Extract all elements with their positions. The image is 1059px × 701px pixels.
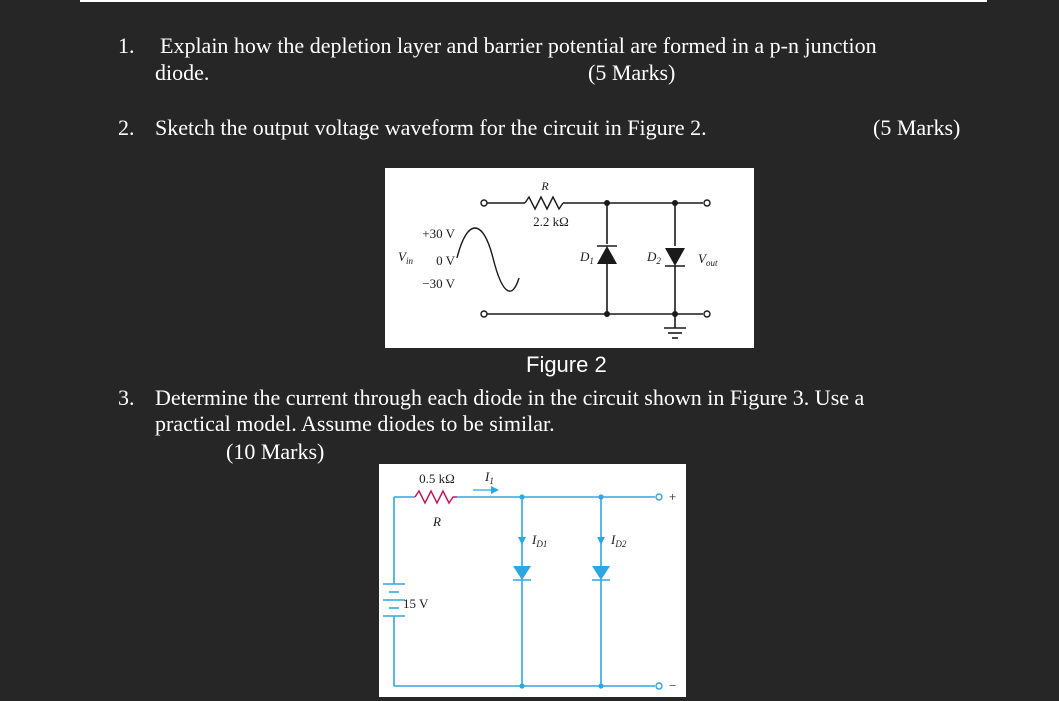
fig2-resistor-label: R	[541, 179, 549, 193]
q3-line2: practical model. Assume diodes to be similar.	[155, 411, 555, 436]
q1-number: 1.	[118, 33, 135, 58]
top-rule	[80, 0, 987, 2]
q2-text: Sketch the output voltage waveform for the circuit in Figure 2.	[155, 115, 707, 140]
q1-line2: diode.	[155, 60, 210, 85]
q3-line1: Determine the current through each diode in the circuit shown in Figure 3. Use a	[155, 385, 865, 410]
figure2-panel	[385, 168, 754, 348]
q3-marks: (10 Marks)	[226, 439, 325, 464]
fig2-vout-label: $V_{out}$	[698, 251, 718, 268]
fig2-vin-label: $V_{in}$	[398, 249, 413, 266]
fig3-resistor-label: R	[433, 514, 441, 529]
fig2-resistor-value: 2.2 kΩ	[533, 214, 569, 229]
fig3-source-label: 15 V	[403, 596, 429, 611]
fig3-id1-label: $I_{D1}$	[532, 532, 548, 549]
q1-line1: Explain how the depletion layer and barrier potential are formed in a p-n junction	[160, 33, 877, 58]
fig2-vzero: 0 V	[436, 253, 455, 268]
fig2-vpos: +30 V	[422, 226, 455, 241]
figure2-circuit	[385, 168, 754, 348]
fig2-vneg: −30 V	[422, 276, 455, 291]
q1-marks: (5 Marks)	[588, 60, 676, 85]
fig3-resistor-value: 0.5 kΩ	[419, 471, 455, 486]
figure3-panel	[379, 464, 686, 697]
figure3-circuit	[379, 464, 686, 697]
fig2-d2-label: $D_2$	[647, 249, 661, 266]
fig3-minus-terminal: −	[669, 678, 677, 693]
q2-number: 2.	[118, 115, 135, 140]
fig3-plus-terminal: +	[669, 489, 677, 504]
fig3-i1-label: $I_1$	[485, 469, 494, 486]
q3-number: 3.	[118, 385, 135, 410]
figure2-caption: Figure 2	[526, 352, 607, 377]
fig3-id2-label: $I_{D2}$	[611, 532, 627, 549]
fig2-d1-label: $D_1$	[580, 249, 594, 266]
q2-marks: (5 Marks)	[873, 115, 961, 140]
